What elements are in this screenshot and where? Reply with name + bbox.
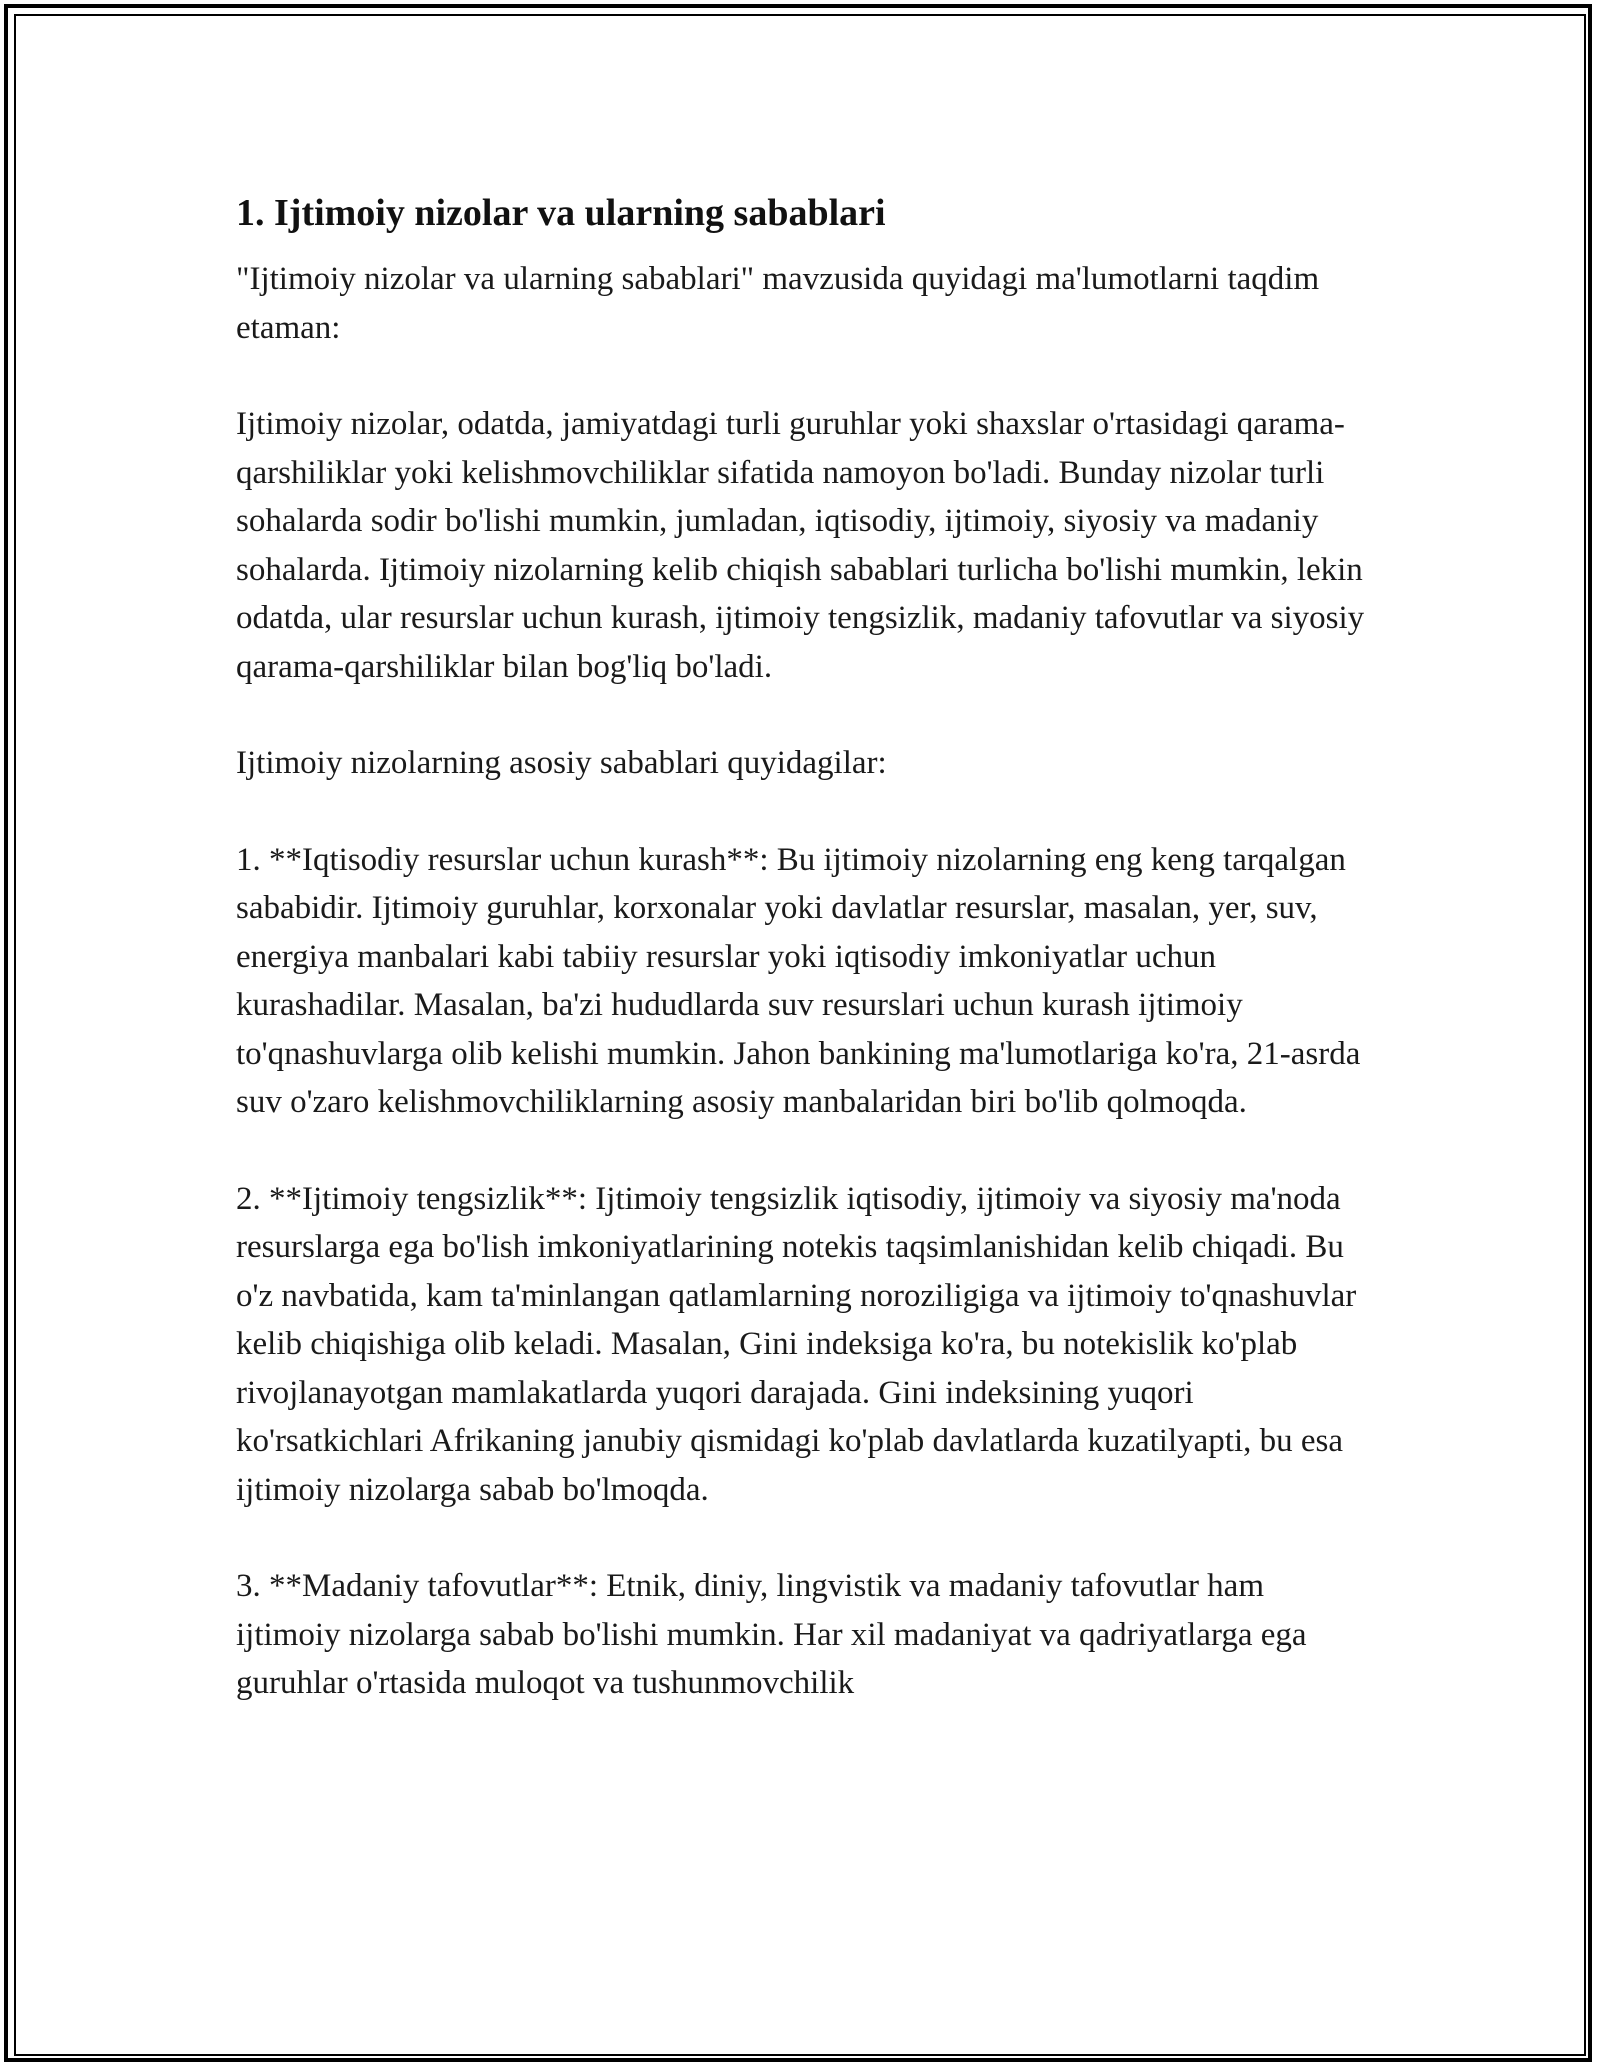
document-title: 1. Ijtimoiy nizolar va ularning sabablari [236,192,886,234]
definition-paragraph: Ijtimoiy nizolar, odatda, jamiyatdagi turli guruhlar yoki shaxslar o'rtasidagi qarama-qarshiliklar yoki kelishmovchiliklar sifatida namoyon bo'ladi. Bunday nizolar turli sohalarda sodir bo'lishi mumkin, jumladan, iqtisodiy, ijtimoiy, siyosiy va madaniy sohalarda. Ijtimoiy nizolarning kelib chiqish sabablari turlicha bo'lishi mumkin, lekin odatda, ular resurslar uchun kurash, ijtimoiy tengsizlik, madaniy tafovutlar va siyosiy qarama-qarshiliklar bilan bog'liq bo'ladi. [236,406,1365,685]
intro-paragraph: "Ijtimoiy nizolar va ularning sabablari" mavzusida quyidagi ma'lumotlarni taqdim etaman: [236,261,1320,346]
cause-item-economic: 1. **Iqtisodiy resurslar uchun kurash**: Bu ijtimoiy nizolarning eng keng tarqalgan sababidir. Ijtimoiy guruhlar, korxonalar yoki davlatlar resurslar, masalan, yer, suv, energiya manbalari kabi tabiiy resurslar yoki iqtisodiy imkoniyatlar uchun kurashadilar. Masalan, ba'zi hududlarda suv resurslari uchun kurash ijtimoiy to'qnashuvlarga olib kelishi mumkin. Jahon bankining ma'lumotlariga ko'ra, 21-asrda suv o'zaro kelishmovchiliklarning asosiy manbalaridan biri bo'lib qolmoqda. [236,841,1361,1120]
document-body [236,185,1376,1708]
causes-heading-paragraph: Ijtimoiy nizolarning asosiy sabablari quyidagilar: [236,745,887,781]
cause-item-cultural: 3. **Madaniy tafovutlar**: Etnik, diniy, lingvistik va madaniy tafovutlar ham ijtimoiy nizolarga sabab bo'lishi mumkin. Har xil madaniyat va qadriyatlarga ega guruhlar o'rtasida muloqot va tushunmovchilik [236,1568,1307,1701]
cause-item-inequality: 2. **Ijtimoiy tengsizlik**: Ijtimoiy tengsizlik iqtisodiy, ijtimoiy va siyosiy ma'noda resurslarga ega bo'lish imkoniyatlarining notekis taqsimlanishidan kelib chiqadi. Bu o'z navbatida, kam ta'minlangan qatlamlarning noroziligiga va ijtimoiy to'qnashuvlar kelib chiqishiga olib keladi. Masalan, Gini indeksiga ko'ra, bu notekislik ko'plab rivojlanayotgan mamlakatlarda yuqori darajada. Gini indeksining yuqori ko'rsatkichlari Afrikaning janubiy qismidagi ko'plab davlatlarda kuzatilyapti, bu esa ijtimoiy nizolarga sabab bo'lmoqda. [236,1180,1357,1508]
